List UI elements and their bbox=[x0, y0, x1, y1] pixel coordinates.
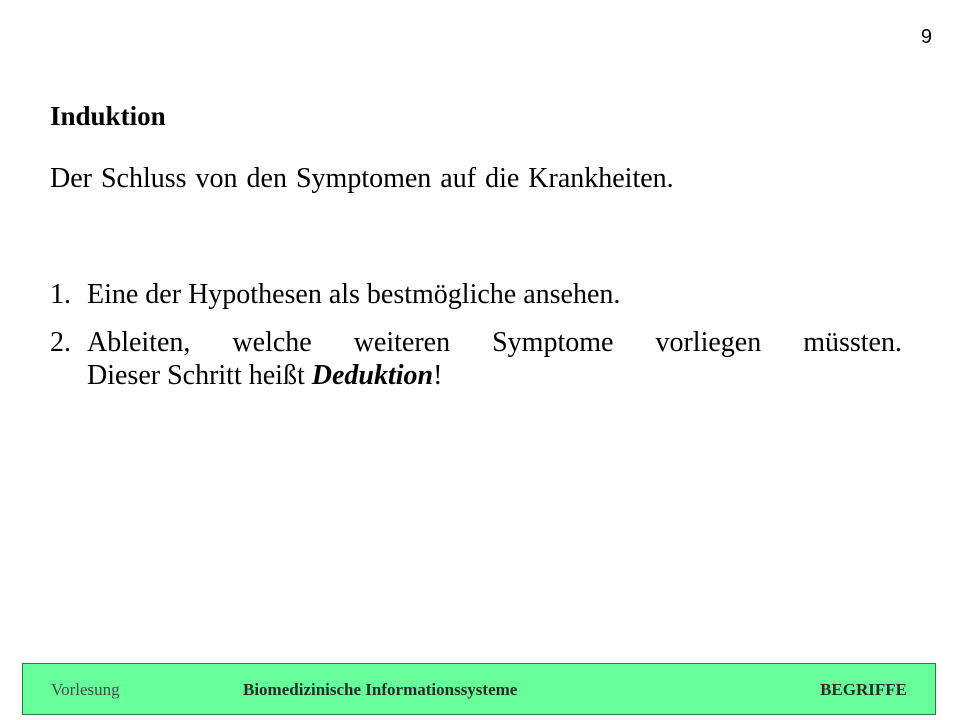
step-text-prefix: Dieser Schritt heißt bbox=[87, 360, 312, 391]
steps-list bbox=[50, 278, 902, 407]
list-item bbox=[50, 278, 902, 311]
step-number: 2. bbox=[50, 327, 71, 358]
step-text: Eine der Hypothesen als bestmögliche ansehen. bbox=[87, 279, 621, 310]
slide-heading: Induktion bbox=[50, 101, 166, 131]
step-text-suffix: ! bbox=[433, 360, 443, 391]
footer-bar bbox=[22, 663, 936, 715]
list-item bbox=[50, 326, 902, 392]
footer-lecture-label: Vorlesung bbox=[51, 680, 120, 699]
footer-course-title: Biomedizinische Informationssysteme bbox=[243, 680, 518, 699]
deduktion-emphasis: Deduktion bbox=[311, 360, 434, 391]
step-text-line-1: Ableiten, welche weiteren Symptome vorliegen müssten. bbox=[87, 327, 902, 358]
step-text-block bbox=[87, 326, 902, 392]
step-text-line-2 bbox=[87, 359, 902, 392]
step-number: 1. bbox=[50, 279, 71, 310]
page-number: 9 bbox=[920, 26, 932, 48]
slide-subtitle: Der Schluss von den Symptomen auf die Krankheiten. bbox=[50, 163, 674, 194]
footer-section-label: BEGRIFFE bbox=[820, 680, 907, 699]
